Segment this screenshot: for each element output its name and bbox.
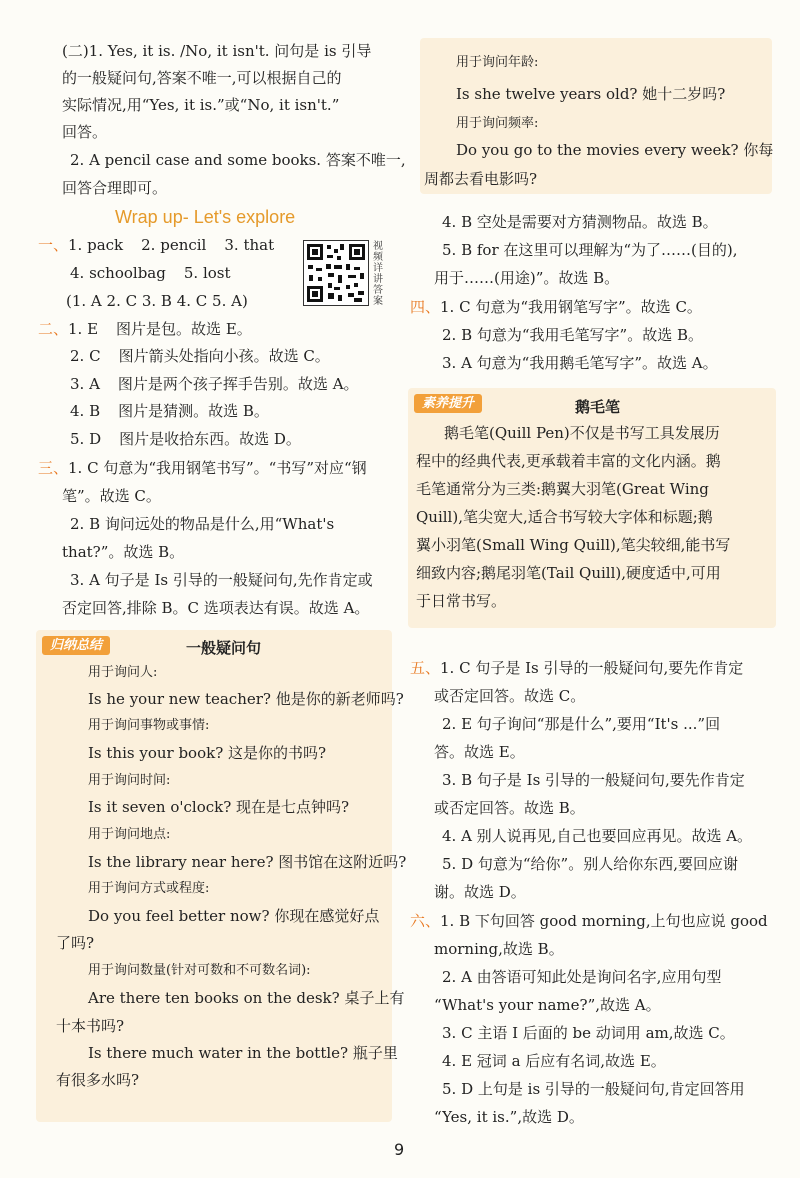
summary-line: 用于询问地点: [88,827,171,842]
section-4-line: 3. A 句意为“我用鹅毛笔写字”。故选 A。 [442,354,718,372]
summary-line: Is there much water in the bottle? 瓶子里 [88,1044,398,1062]
section-6-line: “Yes, it is.”,故选 D。 [434,1108,584,1126]
section-2-item [70,377,359,392]
quill-line: 程中的经典代表,更承载着丰富的文化内涵。鹅 [416,452,721,470]
summary-line: 用于询问事物或事情: [88,718,210,733]
summary-line: 用于询问时间: [88,773,171,788]
box-line: 用于询问年龄: [456,55,539,70]
quill-line: Quill),笔尖宽大,适合书写较大字体和标题;鹅 [416,508,713,526]
summary-line: 用于询问数量(针对可数和不可数名词): [88,963,311,978]
item-text: 图片是收拾东西。故选 D。 [119,430,301,448]
section-5-line: 2. E 句子询问“那是什么”,要用“It's ...”回 [442,715,721,733]
summary-line: Is this your book? 这是你的书吗? [88,744,327,762]
section-6-line: morning,故选 B。 [434,940,564,958]
answer-item: 5. lost [183,264,231,282]
answer-line: 4. B 空处是需要对方猜测物品。故选 B。 [442,213,718,231]
section-1-line3: (1. A 2. C 3. B 4. C 5. A) [66,292,248,310]
box-line: 周都去看电影吗? [424,170,538,188]
section-4-line: 2. B 句意为“我用毛笔写字”。故选 B。 [442,326,703,344]
quill-line: 细致内容;鹅尾羽笔(Tail Quill),硬度适中,可用 [416,564,721,582]
box-line: Do you go to the movies every week? 你每 [456,141,774,159]
summary-line: 了吗? [56,934,95,952]
item-text: 1. B 下句回答 good morning,上句也应说 good [440,912,768,930]
section-3-line: that?”。故选 B。 [62,543,185,561]
item-text: 1. C 句意为“我用钢笔写字”。故选 C。 [440,298,702,316]
answer-item: 1. pack [68,236,124,254]
summary-title: 一般疑问句 [186,639,262,657]
answer-item: 4. schoolbag [70,264,166,282]
section-2-item [70,404,269,419]
box-line: Is she twelve years old? 她十二岁吗? [456,85,726,103]
section-6-line: 4. E 冠词 a 后应有名词,故选 E。 [442,1052,666,1070]
section-6-line: “What's your name?”,故选 A。 [434,996,661,1014]
summary-tag: 归纳总结 [42,636,110,655]
section-marker: 四、 [410,298,441,316]
section-1-line2 [70,266,231,281]
section-5-line: 谢。故选 D。 [434,883,526,901]
item-text: 图片箭头处指向小孩。故选 C。 [118,347,330,365]
quill-line: 毛笔通常分为三类:鹅翼大羽笔(Great Wing [416,480,709,498]
section-2-item [70,349,330,364]
item-number: 2. C [70,347,101,365]
section-5-line: 或否定回答。故选 C。 [434,687,586,705]
section-3-line: 2. B 询问远处的物品是什么,用“What's [70,515,335,533]
item-text: 1. C 句意为“我用钢笔书写”。“书写”对应“钢 [68,459,367,477]
section-marker: 三、 [38,459,69,477]
section-marker: 一、 [38,236,69,254]
answer-line: 回答。 [62,123,108,141]
answer-line: 2. A pencil case and some books. 答案不唯一, [70,151,406,169]
section-marker: 二、 [38,320,69,338]
summary-line: 有很多水吗? [56,1071,140,1089]
summary-line: Are there ten books on the desk? 桌子上有 [88,989,405,1007]
section-4-line [410,300,702,315]
answer-item: 3. that [224,236,275,254]
section-2-item [70,432,301,447]
section-marker: 五、 [410,659,441,677]
section-5-line: 4. A 别人说再见,自己也要回应再见。故选 A。 [442,827,753,845]
section-3-line: 否定回答,排除 B。C 选项表达有误。故选 A。 [62,599,370,617]
section-title: Wrap up- Let's explore [115,207,296,227]
summary-line: Is the library near here? 图书馆在这附近吗? [88,853,407,871]
answer-line: 回答合理即可。 [62,179,168,197]
quill-tag: 素养提升 [414,394,482,413]
summary-line: 十本书吗? [56,1017,125,1035]
item-number: 3. A [70,375,100,393]
item-text: 1. C 句子是 Is 引导的一般疑问句,要先作肯定 [440,659,744,677]
section-2-item [38,322,252,337]
section-5-line: 3. B 句子是 Is 引导的一般疑问句,要先作肯定 [442,771,745,789]
section-6-line: 2. A 由答语可知此处是询问名字,应用句型 [442,968,722,986]
qr-code[interactable] [303,240,369,306]
section-5-line [410,661,743,676]
section-marker: 六、 [410,912,441,930]
quill-title: 鹅毛笔 [575,398,621,416]
section-3-line [38,461,367,476]
item-text: 图片是猜测。故选 B。 [118,402,269,420]
section-6-line: 5. D 上句是 is 引导的一般疑问句,肯定回答用 [442,1080,745,1098]
summary-line: 用于询问人: [88,665,158,680]
section-1 [38,238,274,253]
quill-line: 于日常书写。 [416,592,507,610]
answer-line: (二)1. Yes, it is. /No, it isn't. 问句是 is 引导 [62,42,372,60]
summary-line: Is it seven o'clock? 现在是七点钟吗? [88,798,350,816]
answer-item: 2. pencil [141,236,207,254]
section-3-line: 笔”。故选 C。 [62,487,161,505]
summary-line: 用于询问方式或程度: [88,881,210,896]
summary-line: Do you feel better now? 你现在感觉好点 [88,907,380,925]
section-6-line: 3. C 主语 I 后面的 be 动词用 am,故选 C。 [442,1024,735,1042]
summary-line: Is he your new teacher? 他是你的新老师吗? [88,690,404,708]
section-3-line: 3. A 句子是 Is 引导的一般疑问句,先作肯定或 [70,571,373,589]
answer-line: 的一般疑问句,答案不唯一,可以根据自己的 [62,69,342,87]
answer-line: 5. B for 在这里可以理解为“为了……(目的), [442,241,738,259]
item-number: 4. B [70,402,101,420]
section-5-line: 或否定回答。故选 B。 [434,799,585,817]
item-number: 1. E [68,320,99,338]
section-6-line [410,914,768,929]
quill-line: 鹅毛笔(Quill Pen)不仅是书写工具发展历 [444,424,720,442]
section-5-line: 答。故选 E。 [434,743,525,761]
page-number: 9 [394,1140,405,1159]
answer-line: 用于……(用途)”。故选 B。 [434,269,620,287]
section-5-line: 5. D 句意为“给你”。别人给你东西,要回应谢 [442,855,738,873]
answer-line: 实际情况,用“Yes, it is.”或“No, it isn't.” [62,96,340,114]
item-number: 5. D [70,430,102,448]
box-line: 用于询问频率: [456,116,539,131]
qr-label: 视频详讲答案 [373,241,383,307]
qr-code-icon [304,241,368,305]
quill-line: 翼小羽笔(Small Wing Quill),笔尖较细,能书写 [416,536,731,554]
item-text: 图片是两个孩子挥手告别。故选 A。 [117,375,359,393]
item-text: 图片是包。故选 E。 [116,320,252,338]
